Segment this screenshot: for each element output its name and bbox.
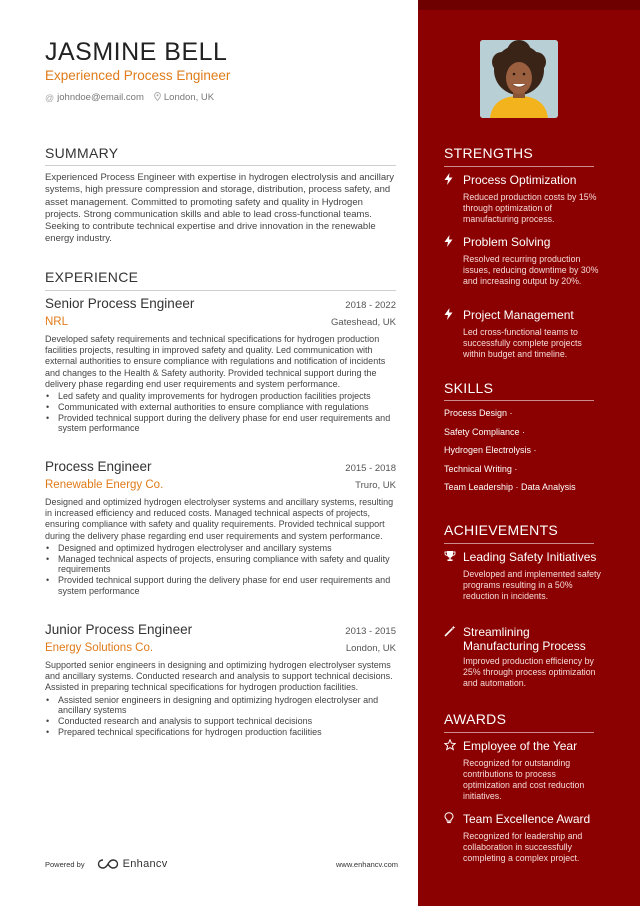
job-bullet: • Managed technical aspects of projects, ensuring compliance with safety and quality requirements bbox=[45, 554, 396, 576]
star-icon bbox=[444, 739, 463, 755]
contact-info bbox=[45, 92, 214, 103]
achievements-divider bbox=[444, 543, 594, 544]
job-location: Truro, UK bbox=[355, 480, 396, 491]
job-bullet: • Communicated with external authorities to ensure compliance with regulations bbox=[45, 402, 396, 413]
enhancv-logo-icon[interactable] bbox=[97, 858, 119, 870]
brand-name[interactable]: Enhancv bbox=[122, 858, 168, 870]
achievement-title: Streamlining Manufacturing Process bbox=[463, 625, 586, 653]
job-bullets bbox=[45, 391, 396, 434]
awards-divider bbox=[444, 732, 594, 733]
strength-description: Reduced production costs by 15% through optimization of manufacturing process. bbox=[463, 192, 597, 224]
job-dates: 2015 - 2018 bbox=[345, 463, 396, 474]
strength-title: Process Optimization bbox=[463, 173, 577, 187]
job-location: London, UK bbox=[345, 643, 396, 654]
job-bullet: • Conducted research and analysis to support technical decisions bbox=[45, 716, 396, 727]
award-description: Recognized for leadership and collaboration in successfully completing a complex project. bbox=[463, 831, 583, 863]
strength-description: Led cross-functional teams to successfully complete projects within budget and timeline. bbox=[463, 327, 582, 359]
location-pin-icon bbox=[154, 92, 161, 103]
job-role: Process Engineer bbox=[45, 459, 152, 474]
job-entry bbox=[45, 296, 396, 434]
strength-title: Project Management bbox=[463, 308, 574, 322]
job-bullet: • Led safety and quality improvements for hydrogen production facilities projects bbox=[45, 391, 396, 402]
job-bullets bbox=[45, 543, 396, 597]
award-item bbox=[444, 739, 604, 802]
website-link[interactable]: www.enhancv.com bbox=[336, 859, 398, 869]
job-location: Gateshead, UK bbox=[331, 317, 396, 328]
achievement-description: Improved production efficiency by 25% through process optimization and automation. bbox=[463, 656, 596, 688]
experience-divider bbox=[45, 290, 396, 291]
skill-row: Hydrogen Electrolysis · bbox=[444, 445, 537, 455]
skill-row: Technical Writing · bbox=[444, 463, 518, 474]
lightning-icon bbox=[444, 308, 463, 324]
strength-item bbox=[444, 235, 604, 287]
award-item bbox=[444, 812, 604, 864]
achievement-item bbox=[444, 625, 604, 689]
powered-by-label: Powered by bbox=[45, 859, 85, 869]
job-company: NRL bbox=[45, 316, 69, 328]
sidebar-top-band bbox=[418, 0, 640, 10]
achievement-title: Leading Safety Initiatives bbox=[463, 550, 597, 564]
powered-by bbox=[45, 858, 168, 870]
lightbulb-icon bbox=[444, 812, 463, 828]
achievements-heading: ACHIEVEMENTS bbox=[444, 522, 559, 538]
footer bbox=[45, 858, 398, 870]
job-dates: 2013 - 2015 bbox=[345, 626, 396, 637]
skills-divider bbox=[444, 400, 594, 401]
candidate-name: JASMINE BELL bbox=[45, 38, 228, 66]
magic-wand-icon bbox=[444, 625, 463, 641]
job-entry bbox=[45, 622, 396, 738]
strength-description: Resolved recurring production issues, reducing downtime by 30% and increasing output by 20%. bbox=[463, 254, 599, 286]
profile-photo bbox=[480, 40, 558, 118]
skill-row: Team Leadership · Data Analysis bbox=[444, 482, 576, 492]
awards-heading: AWARDS bbox=[444, 711, 507, 727]
achievement-description: Developed and implemented safety programs resulting in a 50% reduction in incidents. bbox=[463, 569, 601, 601]
achievement-item bbox=[444, 550, 604, 602]
candidate-title: Experienced Process Engineer bbox=[45, 68, 231, 83]
job-role: Junior Process Engineer bbox=[45, 622, 193, 637]
award-description: Recognized for outstanding contributions to process optimization and cost reduction initiatives. bbox=[463, 758, 585, 801]
job-dates: 2018 - 2022 bbox=[345, 300, 396, 311]
strength-item bbox=[444, 308, 604, 360]
job-bullet: • Designed and optimized hydrogen electrolyser and ancillary systems bbox=[45, 543, 396, 554]
experience-heading: EXPERIENCE bbox=[45, 269, 139, 285]
skills-list bbox=[444, 408, 604, 501]
summary-text: Experienced Process Engineer with expertise in hydrogen electrolysis and ancillary systems, high pressure compression and storage, distribution, process safety, and asset management. Committed to promoting safety and quality in Hydrogen projects. Strong communication skills and able to lead cross-functional teams. Seeking to contribute technical expertise and drive innovation in the renewable energy industry. bbox=[45, 172, 395, 245]
award-title: Team Excellence Award bbox=[463, 812, 591, 826]
skill-row: Process Design · bbox=[444, 408, 513, 418]
job-company: Renewable Energy Co. bbox=[45, 479, 164, 491]
strength-title: Problem Solving bbox=[463, 235, 551, 249]
lightning-icon bbox=[444, 235, 463, 251]
strengths-divider bbox=[444, 166, 594, 167]
job-entry bbox=[45, 459, 396, 597]
job-role: Senior Process Engineer bbox=[45, 296, 195, 311]
summary-divider bbox=[45, 165, 396, 166]
job-company: Energy Solutions Co. bbox=[45, 642, 154, 654]
strengths-heading: STRENGTHS bbox=[444, 145, 534, 161]
location-text: London, UK bbox=[163, 92, 215, 103]
job-bullet: • Prepared technical specifications for hydrogen production facilities bbox=[45, 727, 396, 738]
email-icon: @ bbox=[45, 92, 55, 103]
strength-item bbox=[444, 173, 604, 225]
award-title: Employee of the Year bbox=[463, 739, 578, 753]
lightning-icon bbox=[444, 173, 463, 189]
job-bullets bbox=[45, 695, 396, 738]
skill-row: Safety Compliance · bbox=[444, 426, 526, 437]
trophy-icon bbox=[444, 550, 463, 566]
skills-heading: SKILLS bbox=[444, 380, 494, 396]
job-bullet: • Assisted senior engineers in designing and optimizing hydrogen electrolyser and ancillary systems bbox=[45, 695, 396, 717]
summary-heading: SUMMARY bbox=[45, 145, 119, 161]
job-description: Developed safety requirements and technical specifications for hydrogen production facilities projects, resulting in improved safety and quality. Led communication with external authorities to ensure compliance with regulations and notification of incidents and changes to the Health & Safety authority. Provided technical support during the delivery phase regarding end user requirements and system performance. bbox=[45, 334, 386, 389]
email-text[interactable]: johndoe@email.com bbox=[57, 92, 144, 103]
job-bullet: • Provided technical support during the delivery phase for end user requirements and system performance bbox=[45, 413, 396, 435]
job-bullet: • Provided technical support during the delivery phase for end user requirements and system performance bbox=[45, 575, 396, 597]
job-description: Supported senior engineers in designing and optimizing hydrogen electrolyser systems and ancillary systems. Conducted research and analysis to support technical decisions. Assisted in preparing technical specifications for hydrogen production facilities. bbox=[45, 660, 393, 693]
job-description: Designed and optimized hydrogen electrolyser systems and ancillary systems, resulting in increased efficiency and reduced costs. Managed technical aspects of projects, ensuring compliance with safety and quality requirements. Provided technical support during the delivery phase regarding end user requirements and system performance. bbox=[45, 497, 394, 541]
